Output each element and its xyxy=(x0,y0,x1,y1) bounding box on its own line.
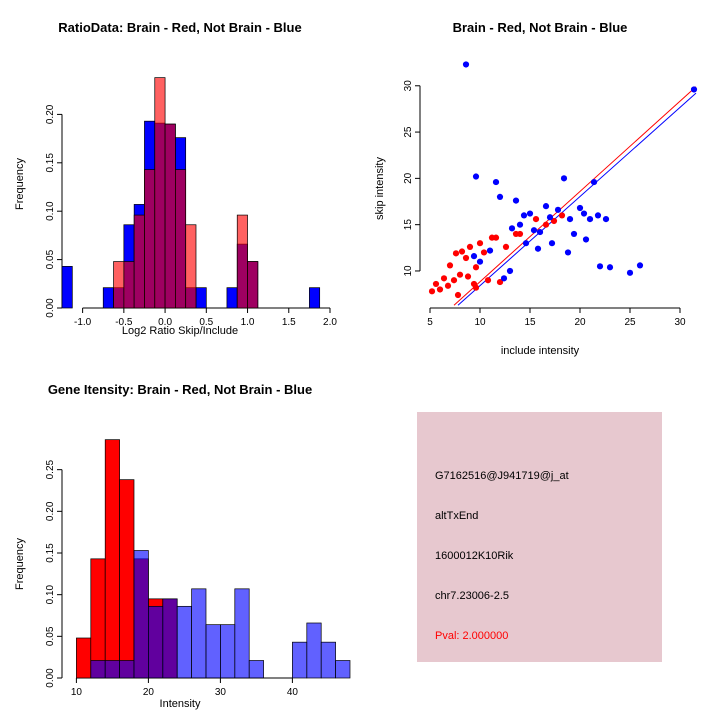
svg-text:0.15: 0.15 xyxy=(45,543,56,563)
svg-text:2.0: 2.0 xyxy=(323,317,337,328)
svg-text:30: 30 xyxy=(674,317,686,328)
svg-text:10: 10 xyxy=(70,687,82,698)
hist-intensity-ylabel: Frequency xyxy=(14,538,26,590)
svg-text:25: 25 xyxy=(403,126,414,138)
hist-ratio-xlabel: Log2 Ratio Skip/Include xyxy=(121,325,239,337)
svg-text:0.00: 0.00 xyxy=(45,298,56,318)
svg-text:0.05: 0.05 xyxy=(45,626,56,647)
svg-text:0.25: 0.25 xyxy=(45,459,56,480)
svg-text:0.0: 0.0 xyxy=(158,317,173,328)
svg-text:0.10: 0.10 xyxy=(45,584,56,605)
panel-scatter xyxy=(360,0,720,360)
svg-text:0.00: 0.00 xyxy=(45,668,56,688)
svg-text:0.5: 0.5 xyxy=(199,317,214,328)
svg-text:10: 10 xyxy=(474,317,486,328)
svg-text:-0.5: -0.5 xyxy=(115,317,133,328)
hist-intensity-xlabel: Intensity xyxy=(159,698,201,710)
svg-text:0.20: 0.20 xyxy=(45,104,56,125)
scatter-title: Brain - Red, Not Brain - Blue xyxy=(452,20,628,35)
scatter-xlabel: include intensity xyxy=(500,345,580,357)
hist-ratio-plot xyxy=(0,18,360,358)
hist-ratio-title: RatioData: Brain - Red, Not Brain - Blue xyxy=(58,20,302,35)
panel-hist-intensity xyxy=(0,360,400,720)
svg-text:1.5: 1.5 xyxy=(281,317,296,328)
svg-text:20: 20 xyxy=(403,172,414,184)
svg-text:0.15: 0.15 xyxy=(45,153,56,173)
hist-ratio-ylabel: Frequency xyxy=(14,158,26,210)
svg-text:5: 5 xyxy=(427,317,433,328)
svg-text:0.10: 0.10 xyxy=(45,201,56,221)
svg-text:15: 15 xyxy=(403,219,414,231)
hist-intensity-title: Gene Itensity: Brain - Red, Not Brain - Blue xyxy=(47,382,313,397)
svg-text:20: 20 xyxy=(574,317,586,328)
info-line-pval: Pval: 2.000000 xyxy=(435,630,509,642)
info-line-event: altTxEnd xyxy=(435,510,479,522)
svg-text:0.05: 0.05 xyxy=(45,249,56,270)
svg-text:0.20: 0.20 xyxy=(45,501,56,522)
svg-text:20: 20 xyxy=(142,687,154,698)
svg-text:30: 30 xyxy=(214,687,226,698)
svg-text:25: 25 xyxy=(624,317,636,328)
svg-text:-1.0: -1.0 xyxy=(73,317,92,328)
info-box xyxy=(417,412,662,662)
info-line-locus: chr7.23006-2.5 xyxy=(435,590,509,602)
info-line-probe: G7162516@J941719@j_at xyxy=(435,470,569,482)
info-line-gene: 1600012K10Rik xyxy=(435,550,514,562)
svg-text:1.0: 1.0 xyxy=(240,317,255,328)
scatter-ylabel: skip intensity xyxy=(374,157,386,220)
svg-text:30: 30 xyxy=(403,80,414,92)
panel-hist-ratio xyxy=(0,0,360,360)
svg-text:40: 40 xyxy=(286,687,298,698)
hist-intensity-plot xyxy=(0,390,380,720)
svg-text:15: 15 xyxy=(524,317,536,328)
scatter-plot xyxy=(360,18,720,358)
svg-text:10: 10 xyxy=(403,265,414,277)
